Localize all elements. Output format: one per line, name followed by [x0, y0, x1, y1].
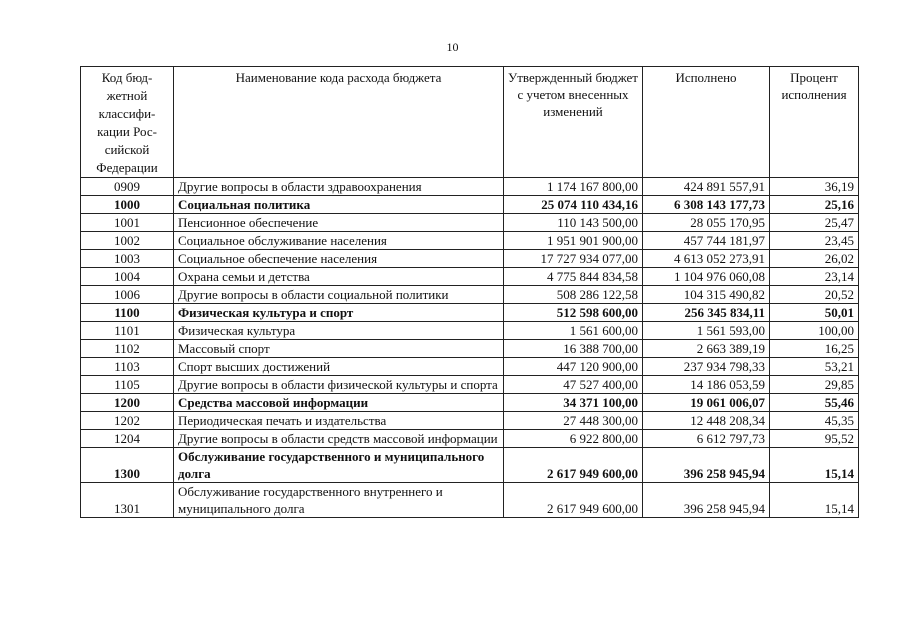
table-row: [81, 358, 859, 376]
cell-code: 1301: [81, 483, 174, 518]
cell-percent: 29,85: [770, 376, 859, 394]
table-row: [81, 340, 859, 358]
table-header-row: [81, 67, 859, 178]
table-row: [81, 214, 859, 232]
cell-code: 1004: [81, 268, 174, 286]
cell-executed: 12 448 208,34: [643, 412, 770, 430]
cell-approved: 508 286 122,58: [504, 286, 643, 304]
cell-code: 1002: [81, 232, 174, 250]
cell-code: 1200: [81, 394, 174, 412]
cell-percent: 45,35: [770, 412, 859, 430]
cell-approved: 16 388 700,00: [504, 340, 643, 358]
cell-percent: 16,25: [770, 340, 859, 358]
cell-code: 1204: [81, 430, 174, 448]
cell-name: Средства массовой информации: [174, 394, 504, 412]
cell-code: 1100: [81, 304, 174, 322]
table-body: [81, 178, 859, 518]
cell-approved: 1 561 600,00: [504, 322, 643, 340]
cell-percent: 95,52: [770, 430, 859, 448]
budget-execution-table: [80, 66, 859, 518]
cell-name: Обслуживание государственного внутреннего и муниципального долга: [174, 483, 504, 518]
cell-name: Охрана семьи и детства: [174, 268, 504, 286]
cell-executed: 256 345 834,11: [643, 304, 770, 322]
table-row: [81, 250, 859, 268]
cell-executed: 4 613 052 273,91: [643, 250, 770, 268]
cell-approved: 2 617 949 600,00: [504, 448, 643, 483]
cell-approved: 1 174 167 800,00: [504, 178, 643, 196]
cell-executed: 1 561 593,00: [643, 322, 770, 340]
cell-percent: 55,46: [770, 394, 859, 412]
cell-code: 1101: [81, 322, 174, 340]
cell-percent: 100,00: [770, 322, 859, 340]
cell-approved: 512 598 600,00: [504, 304, 643, 322]
cell-code: 1103: [81, 358, 174, 376]
cell-code: 1202: [81, 412, 174, 430]
table-row: [81, 232, 859, 250]
cell-executed: 1 104 976 060,08: [643, 268, 770, 286]
cell-percent: 50,01: [770, 304, 859, 322]
cell-executed: 19 061 006,07: [643, 394, 770, 412]
table-row: [81, 430, 859, 448]
cell-executed: 14 186 053,59: [643, 376, 770, 394]
cell-executed: 424 891 557,91: [643, 178, 770, 196]
cell-name: Пенсионное обеспечение: [174, 214, 504, 232]
cell-code: 1006: [81, 286, 174, 304]
cell-percent: 36,19: [770, 178, 859, 196]
cell-code: 1105: [81, 376, 174, 394]
cell-executed: 2 663 389,19: [643, 340, 770, 358]
cell-approved: 1 951 901 900,00: [504, 232, 643, 250]
cell-percent: 25,16: [770, 196, 859, 214]
cell-code: 1001: [81, 214, 174, 232]
cell-approved: 17 727 934 077,00: [504, 250, 643, 268]
cell-percent: 26,02: [770, 250, 859, 268]
cell-approved: 25 074 110 434,16: [504, 196, 643, 214]
cell-code: 1003: [81, 250, 174, 268]
cell-percent: 53,21: [770, 358, 859, 376]
cell-name: Социальное обслуживание населения: [174, 232, 504, 250]
cell-executed: 6 612 797,73: [643, 430, 770, 448]
cell-executed: 104 315 490,82: [643, 286, 770, 304]
cell-name: Физическая культура: [174, 322, 504, 340]
cell-name: Другие вопросы в области здравоохранения: [174, 178, 504, 196]
header-approved-budget: Утвержденный бюджет с учетом внесенных изменений: [504, 67, 643, 178]
cell-approved: 2 617 949 600,00: [504, 483, 643, 518]
cell-approved: 447 120 900,00: [504, 358, 643, 376]
table-row: [81, 483, 859, 518]
table-row: [81, 286, 859, 304]
cell-approved: 110 143 500,00: [504, 214, 643, 232]
cell-name: Другие вопросы в области физической культуры и спорта: [174, 376, 504, 394]
table-row: [81, 178, 859, 196]
table-row: [81, 412, 859, 430]
cell-approved: 6 922 800,00: [504, 430, 643, 448]
cell-executed: 28 055 170,95: [643, 214, 770, 232]
table-row: [81, 304, 859, 322]
cell-percent: 15,14: [770, 448, 859, 483]
cell-approved: 47 527 400,00: [504, 376, 643, 394]
cell-name: Физическая культура и спорт: [174, 304, 504, 322]
cell-code: 1300: [81, 448, 174, 483]
page-number: 10: [446, 40, 459, 54]
table-row: [81, 394, 859, 412]
table-row: [81, 322, 859, 340]
cell-name: Другие вопросы в области средств массовой информации: [174, 430, 504, 448]
cell-approved: 34 371 100,00: [504, 394, 643, 412]
cell-code: 0909: [81, 178, 174, 196]
cell-percent: 25,47: [770, 214, 859, 232]
cell-name: Социальное обеспечение населения: [174, 250, 504, 268]
cell-code: 1102: [81, 340, 174, 358]
cell-approved: 4 775 844 834,58: [504, 268, 643, 286]
cell-executed: 237 934 798,33: [643, 358, 770, 376]
table-row: [81, 196, 859, 214]
cell-name: Массовый спорт: [174, 340, 504, 358]
table-row: [81, 268, 859, 286]
header-budget-code: Код бюд-жетной классифи-кации Рос-сийской Федерации: [81, 67, 174, 178]
header-expense-name: Наименование кода расхода бюджета: [174, 67, 504, 178]
cell-code: 1000: [81, 196, 174, 214]
table-row: [81, 448, 859, 483]
cell-name: Спорт высших достижений: [174, 358, 504, 376]
cell-executed: 457 744 181,97: [643, 232, 770, 250]
cell-name: Периодическая печать и издательства: [174, 412, 504, 430]
cell-executed: 6 308 143 177,73: [643, 196, 770, 214]
header-execution-percent: Процент исполнения: [770, 67, 859, 178]
cell-percent: 23,45: [770, 232, 859, 250]
header-executed: Исполнено: [643, 67, 770, 178]
cell-name: Обслуживание государственного и муниципального долга: [174, 448, 504, 483]
table-row: [81, 376, 859, 394]
cell-name: Другие вопросы в области социальной политики: [174, 286, 504, 304]
cell-percent: 15,14: [770, 483, 859, 518]
cell-approved: 27 448 300,00: [504, 412, 643, 430]
cell-percent: 20,52: [770, 286, 859, 304]
cell-name: Социальная политика: [174, 196, 504, 214]
cell-percent: 23,14: [770, 268, 859, 286]
cell-executed: 396 258 945,94: [643, 448, 770, 483]
cell-executed: 396 258 945,94: [643, 483, 770, 518]
